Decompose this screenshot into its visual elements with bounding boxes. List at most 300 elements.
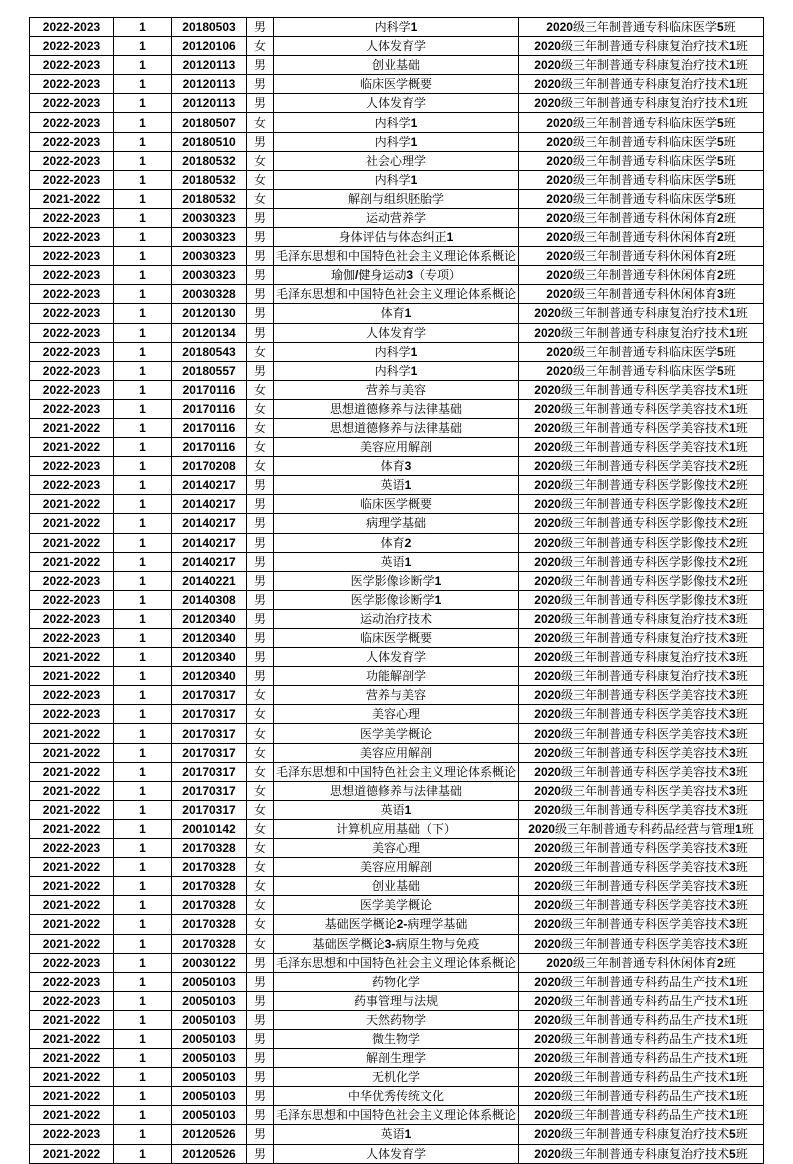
cell-term: 1 [114,915,172,934]
cell-student-id: 20050103 [172,1010,247,1029]
cell-student-id: 20170317 [172,762,247,781]
cell-term: 1 [114,972,172,991]
cell-gender: 女 [247,858,274,877]
cell-gender: 男 [247,56,274,75]
table-row [30,743,764,762]
cell-student-id: 20120340 [172,648,247,667]
cell-class-name: 2020级三年制普通专科医学美容技术3班 [519,762,764,781]
cell-term: 1 [114,1010,172,1029]
cell-gender: 男 [247,266,274,285]
cell-class-name: 2020级三年制普通专科医学美容技术2班 [519,457,764,476]
cell-academic-year: 2022-2023 [30,1125,114,1144]
cell-student-id: 20170317 [172,705,247,724]
cell-term: 1 [114,476,172,495]
cell-academic-year: 2021-2022 [30,667,114,686]
cell-academic-year: 2022-2023 [30,476,114,495]
cell-course-name: 美容应用解剖 [274,743,519,762]
cell-class-name: 2020级三年制普通专科康复治疗技术1班 [519,323,764,342]
cell-academic-year: 2022-2023 [30,361,114,380]
cell-course-name: 内科学1 [274,342,519,361]
cell-class-name: 2020级三年制普通专科医学美容技术3班 [519,686,764,705]
cell-class-name: 2020级三年制普通专科医学影像技术2班 [519,514,764,533]
table-row [30,1010,764,1029]
cell-gender: 女 [247,877,274,896]
cell-course-name: 人体发育学 [274,37,519,56]
cell-course-name: 毛泽东思想和中国特色社会主义理论体系概论 [274,762,519,781]
table-row [30,476,764,495]
cell-class-name: 2020级三年制普通专科医学美容技术3班 [519,743,764,762]
cell-class-name: 2020级三年制普通专科康复治疗技术3班 [519,609,764,628]
cell-term: 1 [114,858,172,877]
cell-course-name: 运动营养学 [274,208,519,227]
cell-class-name: 2020级三年制普通专科医学美容技术1班 [519,438,764,457]
cell-gender: 女 [247,418,274,437]
cell-gender: 女 [247,686,274,705]
cell-student-id: 20170317 [172,724,247,743]
table-row [30,457,764,476]
cell-academic-year: 2021-2022 [30,189,114,208]
cell-gender: 男 [247,972,274,991]
table-row [30,151,764,170]
table-row [30,1106,764,1125]
cell-course-name: 医学影像诊断学1 [274,590,519,609]
cell-student-id: 20180507 [172,113,247,132]
cell-gender: 男 [247,1106,274,1125]
cell-gender: 男 [247,590,274,609]
table-row [30,285,764,304]
cell-class-name: 2020级三年制普通专科医学美容技术1班 [519,380,764,399]
cell-term: 1 [114,438,172,457]
cell-term: 1 [114,743,172,762]
cell-student-id: 20050103 [172,972,247,991]
cell-term: 1 [114,361,172,380]
table-row [30,380,764,399]
cell-academic-year: 2022-2023 [30,609,114,628]
cell-academic-year: 2022-2023 [30,266,114,285]
cell-class-name: 2020级三年制普通专科临床医学5班 [519,189,764,208]
cell-academic-year: 2021-2022 [30,1049,114,1068]
cell-academic-year: 2021-2022 [30,896,114,915]
cell-gender: 女 [247,934,274,953]
cell-gender: 男 [247,552,274,571]
table-row [30,1087,764,1106]
cell-class-name: 2020级三年制普通专科药品生产技术1班 [519,1010,764,1029]
cell-academic-year: 2021-2022 [30,724,114,743]
table-row [30,266,764,285]
cell-term: 1 [114,247,172,266]
cell-class-name: 2020级三年制普通专科药品生产技术1班 [519,1029,764,1048]
cell-gender: 女 [247,762,274,781]
cell-academic-year: 2022-2023 [30,18,114,37]
records-tbody [30,18,764,1164]
cell-class-name: 2020级三年制普通专科康复治疗技术5班 [519,1125,764,1144]
cell-class-name: 2020级三年制普通专科药品生产技术1班 [519,1087,764,1106]
cell-term: 1 [114,208,172,227]
table-row [30,686,764,705]
table-row [30,972,764,991]
cell-term: 1 [114,609,172,628]
cell-term: 1 [114,781,172,800]
cell-student-id: 20140217 [172,514,247,533]
cell-course-name: 内科学1 [274,170,519,189]
table-row [30,877,764,896]
cell-course-name: 解剖与组织胚胎学 [274,189,519,208]
table-row [30,609,764,628]
cell-academic-year: 2021-2022 [30,800,114,819]
cell-class-name: 2020级三年制普通专科医学美容技术3班 [519,800,764,819]
cell-gender: 女 [247,819,274,838]
cell-academic-year: 2021-2022 [30,858,114,877]
cell-class-name: 2020级三年制普通专科医学美容技术3班 [519,877,764,896]
cell-course-name: 临床医学概要 [274,495,519,514]
cell-course-name: 毛泽东思想和中国特色社会主义理论体系概论 [274,247,519,266]
cell-course-name: 功能解剖学 [274,667,519,686]
cell-student-id: 20050103 [172,1106,247,1125]
cell-course-name: 内科学1 [274,113,519,132]
cell-student-id: 20120113 [172,56,247,75]
cell-course-name: 瑜伽/健身运动3（专项） [274,266,519,285]
cell-student-id: 20120340 [172,629,247,648]
cell-course-name: 人体发育学 [274,648,519,667]
cell-class-name: 2020级三年制普通专科休闲体育2班 [519,953,764,972]
cell-course-name: 英语1 [274,476,519,495]
table-row [30,113,764,132]
table-row [30,323,764,342]
cell-student-id: 20170317 [172,800,247,819]
cell-course-name: 营养与美容 [274,380,519,399]
cell-term: 1 [114,762,172,781]
cell-course-name: 思想道德修养与法律基础 [274,399,519,418]
cell-academic-year: 2021-2022 [30,514,114,533]
cell-academic-year: 2021-2022 [30,418,114,437]
table-row [30,858,764,877]
cell-gender: 男 [247,514,274,533]
cell-gender: 女 [247,380,274,399]
cell-gender: 女 [247,151,274,170]
cell-class-name: 2020级三年制普通专科医学影像技术2班 [519,571,764,590]
cell-course-name: 天然药物学 [274,1010,519,1029]
cell-class-name: 2020级三年制普通专科药品生产技术1班 [519,972,764,991]
cell-academic-year: 2022-2023 [30,132,114,151]
cell-student-id: 20180532 [172,189,247,208]
cell-student-id: 20170328 [172,896,247,915]
cell-gender: 男 [247,228,274,247]
cell-gender: 男 [247,476,274,495]
cell-term: 1 [114,457,172,476]
table-row [30,342,764,361]
cell-academic-year: 2022-2023 [30,380,114,399]
cell-gender: 女 [247,113,274,132]
cell-gender: 男 [247,609,274,628]
cell-class-name: 2020级三年制普通专科医学美容技术3班 [519,934,764,953]
table-row [30,571,764,590]
cell-term: 1 [114,896,172,915]
cell-term: 1 [114,75,172,94]
cell-academic-year: 2021-2022 [30,1144,114,1163]
cell-course-name: 医学美学概论 [274,896,519,915]
cell-academic-year: 2022-2023 [30,75,114,94]
cell-course-name: 社会心理学 [274,151,519,170]
cell-student-id: 20170328 [172,858,247,877]
cell-academic-year: 2021-2022 [30,1029,114,1048]
cell-class-name: 2020级三年制普通专科康复治疗技术1班 [519,75,764,94]
cell-student-id: 20180532 [172,170,247,189]
table-row [30,37,764,56]
cell-student-id: 20180557 [172,361,247,380]
cell-course-name: 内科学1 [274,361,519,380]
cell-student-id: 20050103 [172,1029,247,1048]
table-row [30,819,764,838]
cell-academic-year: 2021-2022 [30,743,114,762]
cell-course-name: 计算机应用基础（下） [274,819,519,838]
cell-course-name: 毛泽东思想和中国特色社会主义理论体系概论 [274,953,519,972]
cell-academic-year: 2021-2022 [30,495,114,514]
cell-student-id: 20170116 [172,418,247,437]
cell-class-name: 2020级三年制普通专科临床医学5班 [519,170,764,189]
cell-gender: 男 [247,991,274,1010]
cell-class-name: 2020级三年制普通专科康复治疗技术1班 [519,56,764,75]
table-row [30,514,764,533]
cell-academic-year: 2022-2023 [30,208,114,227]
cell-academic-year: 2022-2023 [30,457,114,476]
cell-student-id: 20140221 [172,571,247,590]
cell-course-name: 英语1 [274,800,519,819]
cell-term: 1 [114,1087,172,1106]
table-row [30,762,764,781]
cell-student-id: 20140308 [172,590,247,609]
cell-course-name: 英语1 [274,1125,519,1144]
cell-gender: 男 [247,94,274,113]
cell-gender: 男 [247,667,274,686]
cell-gender: 女 [247,705,274,724]
table-row [30,132,764,151]
table-row [30,896,764,915]
cell-term: 1 [114,800,172,819]
cell-class-name: 2020级三年制普通专科临床医学5班 [519,151,764,170]
cell-term: 1 [114,1106,172,1125]
table-row [30,934,764,953]
cell-course-name: 英语1 [274,552,519,571]
cell-class-name: 2020级三年制普通专科休闲体育2班 [519,247,764,266]
cell-class-name: 2020级三年制普通专科康复治疗技术5班 [519,1144,764,1163]
cell-class-name: 2020级三年制普通专科药品生产技术1班 [519,1049,764,1068]
cell-term: 1 [114,228,172,247]
cell-academic-year: 2022-2023 [30,323,114,342]
cell-gender: 男 [247,1087,274,1106]
cell-academic-year: 2021-2022 [30,552,114,571]
cell-term: 1 [114,380,172,399]
cell-academic-year: 2022-2023 [30,590,114,609]
cell-academic-year: 2022-2023 [30,972,114,991]
table-row [30,991,764,1010]
table-row [30,94,764,113]
cell-term: 1 [114,342,172,361]
cell-student-id: 20180532 [172,151,247,170]
cell-gender: 女 [247,896,274,915]
cell-course-name: 内科学1 [274,18,519,37]
cell-class-name: 2020级三年制普通专科康复治疗技术3班 [519,629,764,648]
cell-course-name: 基础医学概论3-病原生物与免疫 [274,934,519,953]
cell-class-name: 2020级三年制普通专科休闲体育2班 [519,266,764,285]
cell-term: 1 [114,648,172,667]
cell-student-id: 20140217 [172,476,247,495]
cell-gender: 女 [247,915,274,934]
cell-gender: 男 [247,361,274,380]
cell-student-id: 20030323 [172,208,247,227]
table-row [30,18,764,37]
table-row [30,1068,764,1087]
cell-gender: 男 [247,495,274,514]
cell-gender: 男 [247,323,274,342]
cell-student-id: 20170116 [172,399,247,418]
cell-student-id: 20120526 [172,1144,247,1163]
cell-term: 1 [114,323,172,342]
cell-student-id: 20030323 [172,228,247,247]
cell-course-name: 微生物学 [274,1029,519,1048]
cell-class-name: 2020级三年制普通专科医学影像技术2班 [519,552,764,571]
cell-class-name: 2020级三年制普通专科临床医学5班 [519,18,764,37]
cell-class-name: 2020级三年制普通专科康复治疗技术1班 [519,37,764,56]
cell-class-name: 2020级三年制普通专科医学影像技术2班 [519,495,764,514]
cell-academic-year: 2021-2022 [30,1010,114,1029]
cell-student-id: 20170116 [172,438,247,457]
table-row [30,1029,764,1048]
cell-course-name: 医学影像诊断学1 [274,571,519,590]
cell-gender: 男 [247,18,274,37]
table-row [30,915,764,934]
cell-class-name: 2020级三年制普通专科康复治疗技术3班 [519,667,764,686]
cell-term: 1 [114,94,172,113]
table-row [30,1144,764,1163]
cell-student-id: 20170317 [172,686,247,705]
cell-gender: 男 [247,1010,274,1029]
cell-class-name: 2020级三年制普通专科休闲体育2班 [519,208,764,227]
table-row [30,667,764,686]
table-row [30,781,764,800]
cell-student-id: 20180503 [172,18,247,37]
cell-course-name: 体育2 [274,533,519,552]
table-row [30,56,764,75]
cell-student-id: 20180510 [172,132,247,151]
cell-gender: 男 [247,571,274,590]
cell-student-id: 20170328 [172,877,247,896]
cell-course-name: 基础医学概论2-病理学基础 [274,915,519,934]
cell-course-name: 内科学1 [274,132,519,151]
table-row [30,399,764,418]
cell-class-name: 2020级三年制普通专科药品生产技术1班 [519,1068,764,1087]
cell-class-name: 2020级三年制普通专科临床医学5班 [519,361,764,380]
cell-term: 1 [114,667,172,686]
cell-course-name: 体育3 [274,457,519,476]
cell-class-name: 2020级三年制普通专科医学影像技术2班 [519,533,764,552]
cell-student-id: 20030122 [172,953,247,972]
cell-course-name: 中华优秀传统文化 [274,1087,519,1106]
cell-term: 1 [114,1068,172,1087]
table-row [30,170,764,189]
cell-student-id: 20140217 [172,533,247,552]
cell-academic-year: 2022-2023 [30,247,114,266]
table-row [30,189,764,208]
cell-class-name: 2020级三年制普通专科医学美容技术1班 [519,399,764,418]
cell-academic-year: 2022-2023 [30,342,114,361]
cell-gender: 男 [247,1125,274,1144]
cell-academic-year: 2022-2023 [30,839,114,858]
cell-student-id: 20170328 [172,915,247,934]
cell-course-name: 毛泽东思想和中国特色社会主义理论体系概论 [274,285,519,304]
cell-gender: 女 [247,743,274,762]
table-row [30,247,764,266]
cell-term: 1 [114,934,172,953]
cell-student-id: 20170317 [172,743,247,762]
cell-student-id: 20180543 [172,342,247,361]
cell-term: 1 [114,1029,172,1048]
cell-term: 1 [114,18,172,37]
cell-academic-year: 2022-2023 [30,705,114,724]
table-row [30,705,764,724]
cell-course-name: 人体发育学 [274,1144,519,1163]
cell-gender: 女 [247,839,274,858]
cell-term: 1 [114,1125,172,1144]
cell-term: 1 [114,1144,172,1163]
cell-term: 1 [114,629,172,648]
cell-term: 1 [114,819,172,838]
cell-course-name: 临床医学概要 [274,75,519,94]
cell-course-name: 美容心理 [274,705,519,724]
table-row [30,418,764,437]
cell-term: 1 [114,151,172,170]
cell-academic-year: 2022-2023 [30,686,114,705]
cell-academic-year: 2021-2022 [30,934,114,953]
table-row [30,495,764,514]
table-row [30,724,764,743]
cell-course-name: 体育1 [274,304,519,323]
cell-term: 1 [114,533,172,552]
cell-class-name: 2020级三年制普通专科药品生产技术1班 [519,1106,764,1125]
cell-student-id: 20120113 [172,75,247,94]
cell-class-name: 2020级三年制普通专科医学美容技术3班 [519,839,764,858]
table-row [30,208,764,227]
cell-gender: 女 [247,342,274,361]
cell-class-name: 2020级三年制普通专科临床医学5班 [519,342,764,361]
cell-course-name: 思想道德修养与法律基础 [274,418,519,437]
cell-gender: 女 [247,781,274,800]
cell-course-name: 创业基础 [274,56,519,75]
cell-course-name: 营养与美容 [274,686,519,705]
cell-course-name: 无机化学 [274,1068,519,1087]
cell-class-name: 2020级三年制普通专科医学美容技术3班 [519,724,764,743]
cell-student-id: 20030323 [172,266,247,285]
cell-gender: 男 [247,1029,274,1048]
cell-term: 1 [114,266,172,285]
cell-student-id: 20030328 [172,285,247,304]
cell-academic-year: 2021-2022 [30,533,114,552]
cell-course-name: 药事管理与法规 [274,991,519,1010]
cell-course-name: 创业基础 [274,877,519,896]
cell-gender: 女 [247,399,274,418]
cell-academic-year: 2022-2023 [30,285,114,304]
cell-class-name: 2020级三年制普通专科医学美容技术3班 [519,896,764,915]
table-row [30,590,764,609]
cell-gender: 女 [247,457,274,476]
cell-gender: 男 [247,953,274,972]
cell-gender: 男 [247,1068,274,1087]
cell-student-id: 20050103 [172,1068,247,1087]
cell-class-name: 2020级三年制普通专科医学美容技术1班 [519,418,764,437]
cell-gender: 女 [247,189,274,208]
cell-student-id: 20030323 [172,247,247,266]
cell-class-name: 2020级三年制普通专科医学美容技术3班 [519,781,764,800]
cell-course-name: 人体发育学 [274,94,519,113]
